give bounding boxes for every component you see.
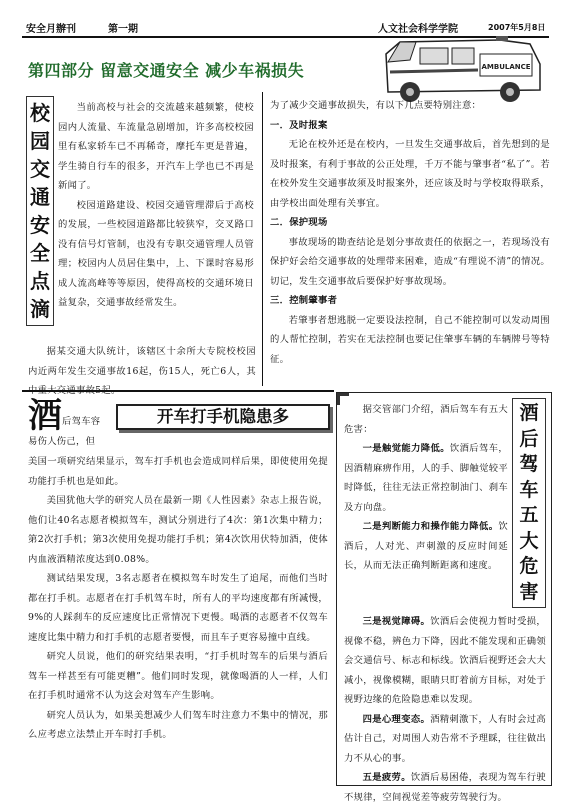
drunk-title-char: 大 xyxy=(519,529,539,552)
hazard-lead: 三是视觉障碍。 xyxy=(362,616,431,627)
tip-heading: 三．控制肇事者 xyxy=(270,295,338,306)
drunk-driving-title xyxy=(512,398,546,608)
drunk-title-char: 危 xyxy=(519,555,539,577)
paper-name: 安全月辦刊 xyxy=(26,24,76,35)
campus-title-char: 点 xyxy=(30,269,50,293)
hazard-lead: 一是触觉能力降低。 xyxy=(362,443,450,454)
issue-date: 2007年5月8日 xyxy=(488,23,546,32)
loss-reduction-column xyxy=(270,96,550,390)
hazard-lead: 四是心理变态。 xyxy=(362,713,431,725)
phone-lead-line-1: 后驾车容 xyxy=(62,416,101,427)
drunk-title-char: 驾 xyxy=(519,453,539,475)
campus-text-bottom xyxy=(28,342,256,390)
drunk-title-char: 害 xyxy=(519,580,539,603)
tip-text: 无论在校外还是在校内，一旦发生交通事故后，首先想到的是及时报案，有利于事故的公正处理，千万不能与肇事者“私了”。若在校外发生交通事故须及时报案外，还应该及时与学校取得联系，由学校出面处理有关事宜。 xyxy=(270,139,550,209)
hazard-lead: 二是判断能力和操作能力降低。 xyxy=(362,521,499,532)
drunk-title-char: 酒 xyxy=(519,402,539,424)
campus-text-top xyxy=(58,98,254,308)
hazard-text: 饮酒后，人对光、声刺激的反应时间延长，从而无法正确判断距离和速度。 xyxy=(344,521,508,571)
drop-cap: 酒 xyxy=(28,396,62,436)
hazard-text: 酒精刺激下，人有时会过高估计自己，对周围人劝告常不予理睬，往往做出力不从心的事。 xyxy=(344,713,546,764)
phone-paragraph: 测试结果发现，3名志愿者在模拟驾车时发生了追尾，而他们当时都在打手机。志愿者在打手机驾车时，所有人的平均速度都有所减慢，9%的人踩刹车的反应速度比正常情况下更慢。喝酒的志愿者不仅驾车速度比集中精力和打手机的志愿者要慢，而且车子更容易撞中直线。 xyxy=(28,573,328,643)
hazard-text: 饮酒后驾车，因酒精麻痹作用，人的手、脚触觉较平时降低，往往无法正常控制油门、刹车及方向盘。 xyxy=(344,443,508,513)
phone-article-headline: 开车打手机隐患多 xyxy=(116,404,330,430)
phone-paragraph: 研究人员认为，如果美想减少人们驾车时注意力不集中的情况，那么应考虑立法禁止开车时打手机。 xyxy=(28,709,328,740)
campus-title-char: 全 xyxy=(30,241,50,265)
phone-paragraph: 美国一项研究结果显示，驾车打手机也会造成同样后果，即使使用免提功能打手机也是如此。 xyxy=(28,456,328,487)
tip-text: 若肇事者想逃脱一定要设法控制，自己不能控制可以发动周围的人帮忙控制，若实在无法控制也要记住肇事车辆的车辆牌号等特征。 xyxy=(270,314,550,365)
campus-title-char: 安 xyxy=(30,213,50,237)
drunk-text-bottom xyxy=(344,612,546,803)
campus-paragraph: 当前高校与社会的交流越来越频繁，使校园内人流量、车流量急剧增加，许多高校校园里有私家轿车已不再稀奇，摩托车更是普遍，学生骑自行车的很多，开汽车上学也已不再是新闻了。 xyxy=(58,102,254,191)
loss-intro: 为了减少交通事故损失，有以下几点要特别注意： xyxy=(270,100,482,111)
tip-text: 事故现场的勘查结论是划分事故责任的依据之一，若现场没有保护好会给交通事故的处理带来困难，造成“有理说不清”的情况。切记，发生交通事故后要保护好事故现场。 xyxy=(270,236,550,287)
phone-article-body xyxy=(28,452,328,786)
drunk-title-char: 车 xyxy=(519,478,539,501)
ambulance-label: AMBULANCE xyxy=(481,63,531,71)
campus-title-char: 滴 xyxy=(30,297,50,321)
tip-heading: 一．及时报案 xyxy=(270,119,328,131)
hazard-text: 饮酒后易困倦，表现为驾车行驶不规律，空间视觉差等疲劳驾驶行为。 xyxy=(344,772,546,803)
hazard-text: 饮酒后会使视力暂时受损，视像不稳，辨色力下降，因此不能发现和正确领会交通信号、标志和标线。饮酒后视野还会大大减小，视像模糊，眼睛只盯着前方目标，对处于视野边缘的危险隐患难以发现。 xyxy=(344,616,546,705)
campus-title-char: 交 xyxy=(30,157,50,181)
campus-safety-title xyxy=(26,96,54,326)
section-divider xyxy=(22,390,334,392)
phone-lead-line-2: 易伤人伤己，但 xyxy=(28,436,96,447)
drunk-text-top xyxy=(344,400,508,610)
campus-paragraph: 据某交通大队统计，该辖区十余所大专院校校园内近两年发生交通事故16起，伤15人，死亡6人，其 xyxy=(28,346,256,377)
phone-paragraph: 研究人员说，他们的研究结果表明，“打手机时驾车的后果与酒后驾车一样甚至有可能更糟”。他们同时发现，就像喝酒的人一样，人们在打手机时通常不认为这会对驾车产生影响。 xyxy=(28,651,328,701)
campus-title-char: 校 xyxy=(30,101,50,125)
campus-title-char: 通 xyxy=(30,185,50,209)
column-rule xyxy=(262,92,263,386)
tip-heading: 二．保护现场 xyxy=(270,217,328,228)
drunk-title-char: 五 xyxy=(519,504,539,526)
drunk-title-char: 后 xyxy=(519,427,539,450)
campus-title-char: 园 xyxy=(30,129,50,153)
school-name: 人文社会科学学院 xyxy=(378,24,458,35)
campus-paragraph: 校园道路建设、校园交通管理滞后于高校的发展，一些校园道路都比较狭窄，交叉路口没有信号灯管制，也没有专职交通管理人员管理；校园内人员居住集中，上、下课时容易形成人流高峰等等原因，使得高校的交通环境日益复杂，交通事故经常发生。 xyxy=(58,199,254,308)
hazard-lead: 五是疲劳。 xyxy=(362,772,411,783)
phone-paragraph: 美国犹他大学的研究人员在最新一期《人性因素》杂志上报告说，他们让40名志愿者模拟驾车，测试分别进行了4次：第1次集中精力；第2次打手机；第3次使用免提功能打手机；第4次饮用伏特加酒，使体内血液酒精浓度达到0.08%。 xyxy=(28,495,328,565)
drunk-intro: 据交管部门介绍，酒后驾车有五大危害： xyxy=(344,404,508,435)
section-title: 第四部分 留意交通安全 减少车祸损失 xyxy=(28,61,305,80)
issue-number: 第一期 xyxy=(108,24,138,35)
